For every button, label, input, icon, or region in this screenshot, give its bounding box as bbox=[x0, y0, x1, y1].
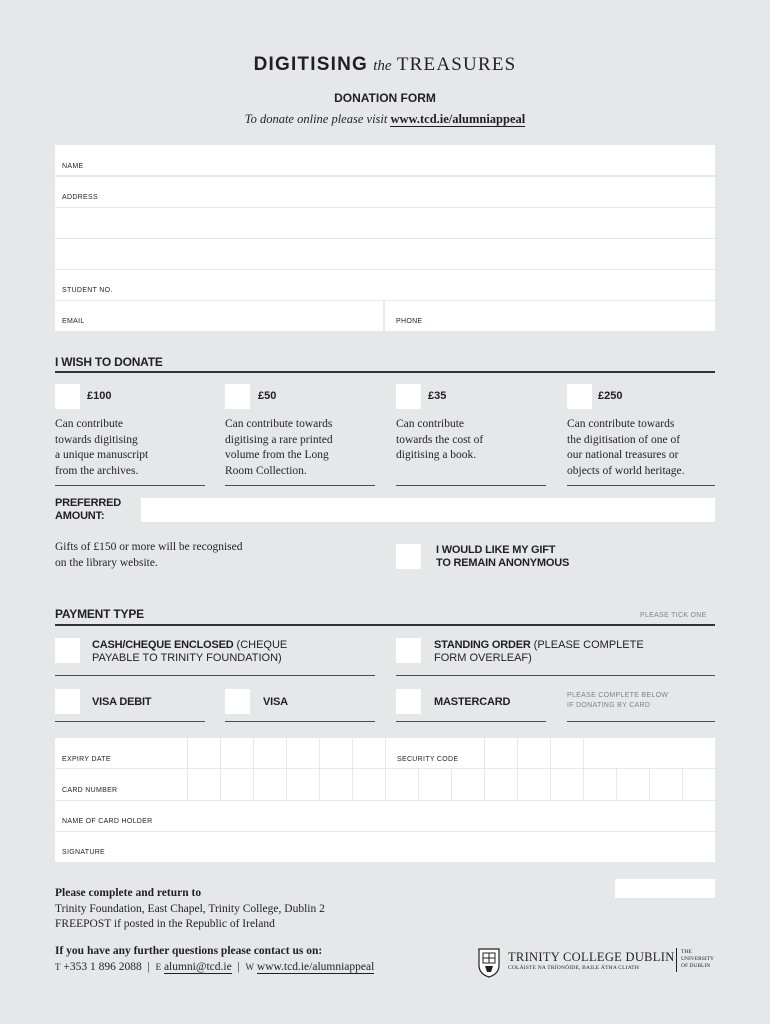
visa-debit-checkbox[interactable] bbox=[55, 689, 80, 714]
contact-phone: +353 1 896 2088 bbox=[63, 961, 142, 973]
donate-100-checkbox[interactable] bbox=[55, 384, 80, 409]
card-digit-divider bbox=[187, 769, 188, 800]
expiry-digit-divider bbox=[286, 738, 287, 768]
card-digit-divider bbox=[385, 769, 386, 800]
form-title: DONATION FORM bbox=[334, 91, 436, 105]
desc-line: digitising a rare printed bbox=[225, 433, 333, 446]
donate-50-amount: £50 bbox=[258, 390, 277, 402]
security-digit-divider bbox=[583, 738, 584, 768]
contact-info bbox=[55, 943, 374, 975]
standing-rest-2: FORM OVERLEAF) bbox=[434, 652, 532, 664]
online-prefix: To donate online please visit bbox=[244, 112, 388, 126]
expiry-digit-divider bbox=[187, 738, 188, 768]
desc-line: our national treasures or bbox=[567, 449, 679, 461]
desc-line: from the archives. bbox=[55, 464, 139, 477]
desc-line: Room Collection. bbox=[225, 464, 307, 477]
card-digit-divider bbox=[352, 769, 353, 800]
donate-250-checkbox[interactable] bbox=[567, 384, 592, 409]
donate-100-amount: £100 bbox=[87, 390, 112, 402]
donate-35-amount: £35 bbox=[428, 390, 447, 402]
card-digit-divider bbox=[550, 769, 551, 800]
visa-debit-label: VISA DEBIT bbox=[92, 696, 152, 708]
desc-line: volume from the Long bbox=[225, 449, 329, 461]
donate-50-description bbox=[225, 417, 375, 479]
desc-line: a unique manuscript bbox=[55, 449, 149, 461]
donate-50-rule bbox=[225, 485, 375, 486]
preferred-label-line: AMOUNT: bbox=[55, 510, 105, 522]
phone-field[interactable] bbox=[385, 301, 715, 331]
donate-heading: I WISH TO DONATE bbox=[55, 355, 163, 369]
payment-heading: PAYMENT TYPE bbox=[55, 607, 144, 621]
return-heading: Please complete and return to bbox=[55, 887, 202, 899]
contact-line bbox=[55, 959, 374, 975]
address-line-3[interactable] bbox=[55, 239, 715, 269]
card-digit-divider bbox=[517, 769, 518, 800]
mastercard-rule bbox=[396, 721, 546, 722]
logo-divider bbox=[676, 948, 677, 972]
signature-field[interactable] bbox=[55, 832, 715, 862]
recognition-note bbox=[55, 540, 242, 571]
card-digit-divider bbox=[616, 769, 617, 800]
return-address-1: Trinity Foundation, East Chapel, Trinity College, Dublin 2 bbox=[55, 902, 325, 915]
logo-name: TRINITY COLLEGE DUBLIN bbox=[508, 950, 675, 964]
logo-irish: COLÁISTE NA TRÍONÓIDE, BAILE ÁTHA CLIATH bbox=[508, 965, 640, 971]
office-use-box bbox=[615, 879, 715, 898]
desc-line: digitising a book. bbox=[396, 449, 477, 461]
expiry-label: EXPIRY DATE bbox=[62, 756, 111, 763]
contact-heading: If you have any further questions please contact us on: bbox=[55, 945, 323, 957]
card-digit-divider bbox=[220, 769, 221, 800]
title-treasures: TREASURES bbox=[396, 54, 517, 75]
card-digit-divider bbox=[484, 769, 485, 800]
donate-100-rule bbox=[55, 485, 205, 486]
recognition-line: Gifts of £150 or more will be recognised bbox=[55, 541, 243, 553]
card-note-line: PLEASE COMPLETE BELOW bbox=[567, 692, 669, 699]
donate-35-checkbox[interactable] bbox=[396, 384, 421, 409]
name-field[interactable] bbox=[55, 145, 715, 175]
desc-line: towards the cost of bbox=[396, 433, 484, 446]
visa-rule bbox=[225, 721, 375, 722]
visa-label: VISA bbox=[263, 696, 288, 708]
preferred-amount-label bbox=[55, 497, 121, 523]
card-holder-field[interactable] bbox=[55, 801, 715, 831]
expiry-digit-divider bbox=[253, 738, 254, 768]
anonymous-label bbox=[436, 544, 569, 570]
tcd-logo bbox=[478, 948, 718, 982]
signature-label: SIGNATURE bbox=[62, 849, 106, 856]
logo-university-line: UNIVERSITY bbox=[681, 956, 714, 962]
title-digitising: DIGITISING bbox=[253, 54, 368, 75]
desc-line: the digitisation of one of bbox=[567, 433, 681, 446]
name-label: NAME bbox=[62, 163, 84, 170]
tcd-crest-icon bbox=[478, 948, 500, 978]
address-line-2[interactable] bbox=[55, 208, 715, 238]
donate-100-description bbox=[55, 417, 205, 479]
separator: | bbox=[234, 961, 243, 973]
expiry-digit-divider bbox=[352, 738, 353, 768]
desc-line: towards digitising bbox=[55, 433, 138, 446]
security-digit-divider bbox=[484, 738, 485, 768]
cash-cheque-label bbox=[92, 639, 352, 665]
cash-rest-1: (CHEQUE bbox=[233, 639, 288, 651]
mastercard-label: MASTERCARD bbox=[434, 696, 511, 708]
donate-250-rule bbox=[567, 485, 715, 486]
contact-email-link[interactable]: alumni@tcd.ie bbox=[163, 961, 232, 973]
payment-divider bbox=[55, 624, 715, 626]
cash-bold: CASH/CHEQUE ENCLOSED bbox=[92, 639, 234, 651]
address-label: ADDRESS bbox=[62, 194, 98, 201]
desc-line: Can contribute towards bbox=[225, 418, 333, 430]
anonymous-line: I WOULD LIKE MY GIFT bbox=[436, 544, 556, 556]
card-note-line: IF DONATING BY CARD bbox=[567, 702, 651, 709]
phone-label: PHONE bbox=[396, 318, 423, 325]
anonymous-line: TO REMAIN ANONYMOUS bbox=[436, 557, 570, 569]
return-address-2: FREEPOST if posted in the Republic of Ireland bbox=[55, 918, 275, 930]
logo-university-line: THE bbox=[681, 949, 692, 955]
cash-rule bbox=[55, 675, 375, 676]
card-digit-divider bbox=[451, 769, 452, 800]
card-digit-divider bbox=[253, 769, 254, 800]
expiry-digit-divider bbox=[385, 738, 386, 768]
preferred-amount-input[interactable] bbox=[141, 498, 715, 522]
tick-one-note: PLEASE TICK ONE bbox=[640, 612, 707, 619]
desc-line: Can contribute towards bbox=[567, 418, 675, 430]
card-holder-label: NAME OF CARD HOLDER bbox=[62, 818, 153, 825]
expiry-digit-divider bbox=[220, 738, 221, 768]
anonymous-checkbox[interactable] bbox=[396, 544, 421, 569]
visa-debit-rule bbox=[55, 721, 205, 722]
online-url-link[interactable]: www.tcd.ie/alumniappeal bbox=[390, 112, 526, 126]
web-prefix: W bbox=[245, 962, 255, 972]
logo-university bbox=[681, 949, 714, 970]
main-title bbox=[0, 54, 770, 76]
desc-line: Can contribute bbox=[396, 418, 465, 430]
mastercard-checkbox[interactable] bbox=[396, 689, 421, 714]
card-digit-divider bbox=[286, 769, 287, 800]
online-note bbox=[0, 112, 770, 127]
donate-50-checkbox[interactable] bbox=[225, 384, 250, 409]
desc-line: Can contribute bbox=[55, 418, 124, 430]
cash-rest-2: PAYABLE TO TRINITY FOUNDATION) bbox=[92, 652, 282, 664]
separator: | bbox=[144, 961, 153, 973]
visa-checkbox[interactable] bbox=[225, 689, 250, 714]
title-the: the bbox=[373, 58, 392, 74]
donate-250-description bbox=[567, 417, 717, 479]
donate-35-rule bbox=[396, 485, 546, 486]
donate-divider bbox=[55, 371, 715, 373]
standing-rest-1: (PLEASE COMPLETE bbox=[530, 639, 644, 651]
cash-cheque-checkbox[interactable] bbox=[55, 638, 80, 663]
preferred-label-line: PREFERRED bbox=[55, 497, 122, 509]
security-digit-divider bbox=[550, 738, 551, 768]
card-digit-divider bbox=[649, 769, 650, 800]
student-label: STUDENT NO. bbox=[62, 287, 113, 294]
standing-order-checkbox[interactable] bbox=[396, 638, 421, 663]
card-digit-divider bbox=[319, 769, 320, 800]
desc-line: objects of world heritage. bbox=[567, 464, 685, 477]
expiry-digit-divider bbox=[319, 738, 320, 768]
standing-rule bbox=[396, 675, 715, 676]
email-field[interactable] bbox=[55, 301, 383, 331]
card-note bbox=[567, 691, 668, 711]
standing-order-label bbox=[434, 639, 704, 665]
contact-web-link[interactable]: www.tcd.ie/alumniappeal bbox=[256, 961, 375, 973]
security-digit-divider bbox=[517, 738, 518, 768]
phone-prefix: T bbox=[55, 962, 61, 972]
email-prefix: E bbox=[155, 962, 162, 972]
return-info bbox=[55, 886, 325, 933]
card-digit-divider bbox=[682, 769, 683, 800]
card-digit-divider bbox=[583, 769, 584, 800]
donate-35-description bbox=[396, 417, 546, 464]
card-digit-divider bbox=[418, 769, 419, 800]
card-note-rule bbox=[567, 721, 715, 722]
donate-250-amount: £250 bbox=[598, 390, 623, 402]
logo-university-line: OF DUBLIN bbox=[681, 963, 711, 969]
student-number-field[interactable] bbox=[55, 270, 715, 300]
security-code-label: SECURITY CODE bbox=[397, 756, 459, 763]
standing-bold: STANDING ORDER bbox=[434, 639, 531, 651]
email-label: EMAIL bbox=[62, 318, 85, 325]
card-number-label: CARD NUMBER bbox=[62, 787, 118, 794]
recognition-line: on the library website. bbox=[55, 556, 158, 569]
address-field[interactable] bbox=[55, 177, 715, 207]
